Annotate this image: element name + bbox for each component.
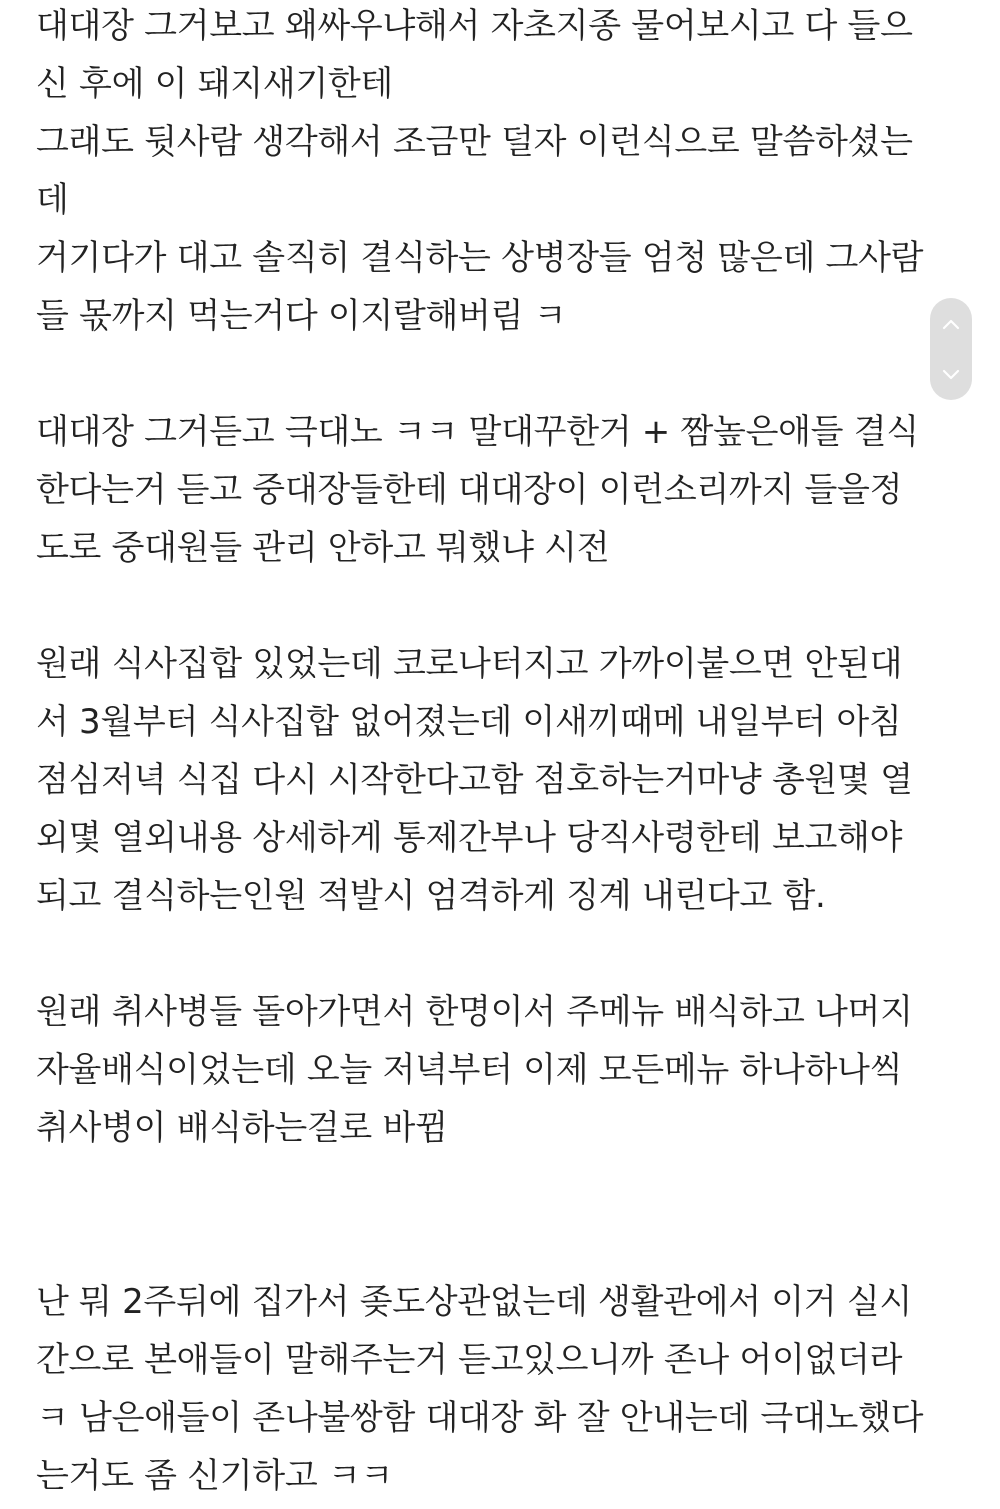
text-line: 한다는거 듣고 중대장들한테 대대장이 이런소리까지 들을정: [36, 470, 903, 510]
text-line: 자율배식이었는데 오늘 저녁부터 이제 모든메뉴 하나하나씩: [36, 1050, 903, 1090]
paragraph-spacer: [36, 345, 976, 403]
paragraph-spacer: [36, 1157, 976, 1273]
text-line: 대대장 그거듣고 극대노 ㅋㅋ 말대꾸한거 + 짬높은애들 결식: [36, 412, 919, 452]
text-line: 원래 식사집합 있었는데 코로나터지고 가까이붙으면 안된대: [36, 644, 903, 684]
scroll-up-button[interactable]: [930, 298, 972, 349]
text-line: 취사병이 배식하는걸로 바뀜: [36, 1108, 448, 1148]
chevron-up-icon: [942, 318, 960, 330]
text-line: 간으로 본애들이 말해주는거 듣고있으니까 존나 어이없더라: [36, 1340, 903, 1380]
text-line: 그래도 뒷사람 생각해서 조금만 덜자 이런식으로 말씀하셨는: [36, 122, 913, 162]
text-line: 되고 결식하는인원 적발시 엄격하게 징계 내린다고 함.: [36, 876, 826, 916]
chevron-down-icon: [942, 369, 960, 381]
paragraph-spacer: [36, 925, 976, 983]
paragraph-spacer: [36, 577, 976, 635]
paragraph-5: [36, 1273, 976, 1505]
text-line: 거기다가 대고 솔직히 결식하는 상병장들 엄청 많은데 그사람: [36, 238, 924, 278]
text-line: 외몇 열외내용 상세하게 통제간부나 당직사령한테 보고해야: [36, 818, 903, 858]
paragraph-1: [36, 0, 976, 345]
text-line: 난 뭐 2주뒤에 집가서 좆도상관없는데 생활관에서 이거 실시: [36, 1282, 912, 1322]
text-line: 들 몫까지 먹는거다 이지랄해버림 ㅋ: [36, 296, 567, 336]
text-line: 대대장 그거보고 왜싸우냐해서 자초지종 물어보시고 다 들으: [36, 6, 913, 46]
text-line: 는거도 좀 신기하고 ㅋㅋ: [36, 1456, 393, 1496]
text-line: 원래 취사병들 돌아가면서 한명이서 주메뉴 배식하고 나머지: [36, 992, 913, 1032]
scroll-control: [930, 298, 972, 400]
text-line: 신 후에 이 돼지새기한테: [36, 64, 393, 104]
text-line: ㅋ 남은애들이 존나불쌍함 대대장 화 잘 안내는데 극대노했다: [36, 1398, 924, 1438]
text-line: 데: [36, 180, 69, 220]
text-line: 서 3월부터 식사집합 없어졌는데 이새끼때메 내일부터 아침: [36, 702, 902, 742]
scroll-down-button[interactable]: [930, 349, 972, 400]
text-line: 점심저녁 식집 다시 시작한다고함 점호하는거마냥 총원몇 열: [36, 760, 913, 800]
paragraph-3: [36, 635, 976, 925]
paragraph-4: [36, 983, 976, 1157]
paragraph-2: [36, 403, 976, 577]
text-line: 도로 중대원들 관리 안하고 뭐했냐 시전: [36, 528, 610, 568]
post-body: [36, 0, 976, 1505]
